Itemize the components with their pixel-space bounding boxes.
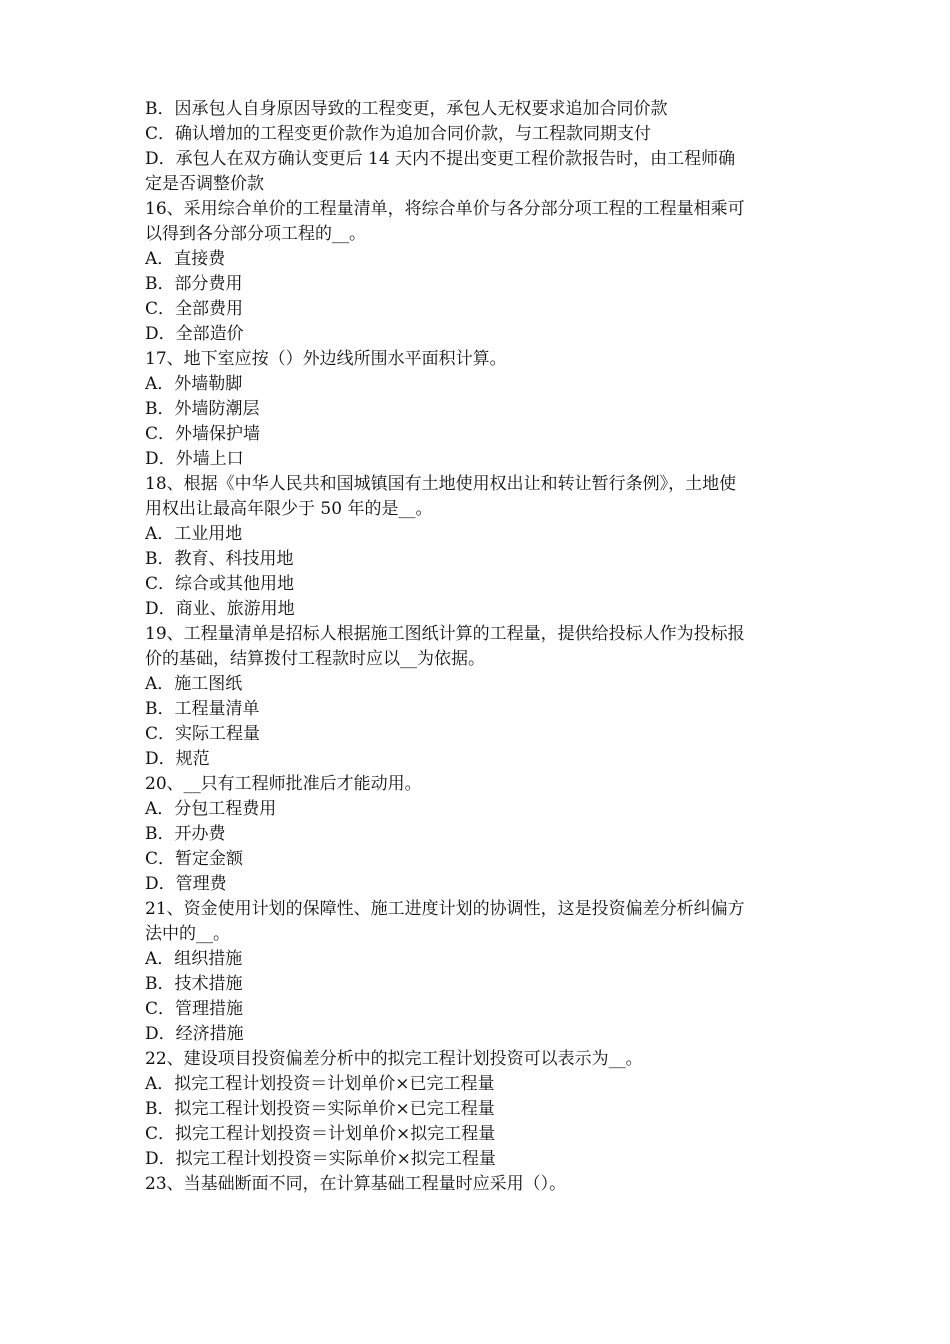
- q21-option-d: D．经济措施: [145, 1024, 244, 1044]
- q17-option-c: C．外墙保护墙: [145, 424, 261, 444]
- q19-option-d: D．规范: [145, 749, 210, 769]
- q18-option-b: B．教育、科技用地: [145, 549, 294, 569]
- q21-option-a: A．组织措施: [145, 949, 243, 969]
- question-22: 22、建设项目投资偏差分析中的拟完工程计划投资可以表示为__。: [145, 1049, 643, 1069]
- question-18-cont: 用权出让最高年限少于 50 年的是__。: [145, 499, 433, 519]
- option-d-line-cont: 定是否调整价款: [145, 174, 264, 194]
- q21-option-b: B．技术措施: [145, 974, 243, 994]
- question-19-cont: 价的基础，结算拨付工程款时应以__为依据。: [145, 649, 485, 669]
- q18-option-a: A．工业用地: [145, 524, 243, 544]
- question-19: 19、工程量清单是招标人根据施工图纸计算的工程量，提供给投标人作为投标报: [145, 624, 745, 644]
- question-21: 21、资金使用计划的保障性、施工进度计划的协调性，这是投资偏差分析纠偏方: [145, 899, 745, 919]
- question-21-cont: 法中的__。: [145, 924, 230, 944]
- q18-option-c: C．综合或其他用地: [145, 574, 295, 594]
- q19-option-c: C．实际工程量: [145, 724, 261, 744]
- q20-option-d: D．管理费: [145, 874, 227, 894]
- option-c-line: C．确认增加的工程变更价款作为追加合同价款，与工程款同期支付: [145, 124, 652, 144]
- q22-option-c: C．拟完工程计划投资＝计划单价×拟完工程量: [145, 1124, 496, 1144]
- q22-option-a: A．拟完工程计划投资＝计划单价×已完工程量: [145, 1074, 495, 1094]
- question-16: 16、采用综合单价的工程量清单，将综合单价与各分部分项工程的工程量相乘可: [145, 199, 745, 219]
- q16-option-d: D．全部造价: [145, 324, 244, 344]
- document-page: [145, 97, 810, 1197]
- q20-option-a: A．分包工程费用: [145, 799, 277, 819]
- q18-option-d: D．商业、旅游用地: [145, 599, 295, 619]
- q22-option-d: D．拟完工程计划投资＝实际单价×拟完工程量: [145, 1149, 496, 1169]
- q22-option-b: B．拟完工程计划投资＝实际单价×已完工程量: [145, 1099, 495, 1119]
- question-18: 18、根据《中华人民共和国城镇国有土地使用权出让和转让暂行条例》，土地使: [145, 474, 737, 494]
- q20-option-c: C．暂定金额: [145, 849, 244, 869]
- q17-option-a: A．外墙勒脚: [145, 374, 243, 394]
- option-b-line: B．因承包人自身原因导致的工程变更，承包人无权要求追加合同价款: [145, 99, 668, 119]
- question-17: 17、地下室应按（）外边线所围水平面积计算。: [145, 349, 507, 369]
- q19-option-a: A．施工图纸: [145, 674, 243, 694]
- q17-option-d: D．外墙上口: [145, 449, 244, 469]
- q20-option-b: B．开办费: [145, 824, 226, 844]
- question-20: 20、__只有工程师批准后才能动用。: [145, 774, 422, 794]
- q16-option-a: A．直接费: [145, 249, 226, 269]
- q21-option-c: C．管理措施: [145, 999, 244, 1019]
- q16-option-b: B．部分费用: [145, 274, 243, 294]
- question-23: 23、当基础断面不同，在计算基础工程量时应采用（）。: [145, 1174, 567, 1194]
- q16-option-c: C．全部费用: [145, 299, 244, 319]
- option-d-line: D．承包人在双方确认变更后 14 天内不提出变更工程价款报告时，由工程师确: [145, 149, 736, 169]
- q19-option-b: B．工程量清单: [145, 699, 260, 719]
- q17-option-b: B．外墙防潮层: [145, 399, 260, 419]
- question-16-cont: 以得到各分部分项工程的__。: [145, 224, 366, 244]
